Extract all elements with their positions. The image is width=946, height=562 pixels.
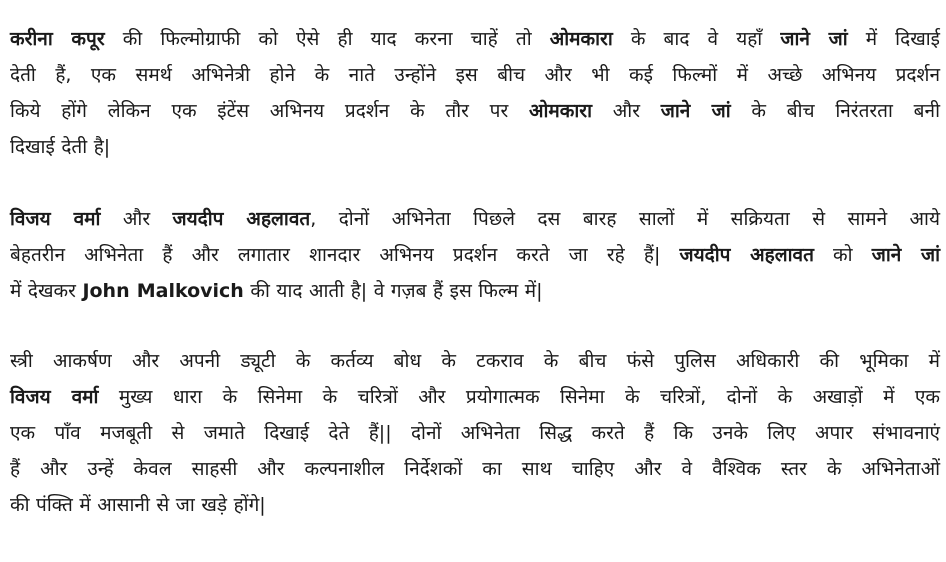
paragraph-kareena xyxy=(10,21,940,165)
text-line xyxy=(10,21,940,57)
actor-name: विजय वर्मा xyxy=(10,386,99,408)
text-line xyxy=(10,93,940,129)
text-run: के बाद वे यहाँ xyxy=(612,28,781,50)
actor-name: करीना कपूर xyxy=(10,28,105,50)
paragraph-vijay-jaideep xyxy=(10,201,940,309)
text-run: के बीच निरंतरता बनी xyxy=(730,100,940,122)
text-line xyxy=(10,201,940,237)
film-title: ओमकारा xyxy=(549,28,613,50)
text-line xyxy=(10,343,940,379)
text-run: और xyxy=(100,208,173,230)
paragraph-conclusion xyxy=(10,343,940,523)
text-run: की पंक्ति में आसानी से जा खड़े होंगे| xyxy=(10,494,266,516)
text-run: दिखाई देती है| xyxy=(10,136,111,158)
text-run: देती हैं, एक समर्थ अभिनेत्री होने के नाते उन्होंने इस बीच और भी कई फिल्मों में अच्छे अभिनय प्रदर्शन xyxy=(10,64,940,86)
film-title: जाने जां xyxy=(780,28,848,50)
text-line xyxy=(10,129,940,165)
film-title: जाने जां xyxy=(871,244,941,266)
text-run: को xyxy=(813,244,872,266)
text-run: स्त्री आकर्षण और अपनी ड्यूटी के कर्तव्य बोध के टकराव के बीच फंसे पुलिस अधिकारी की भूमिका में xyxy=(10,350,940,372)
actor-name: जयदीप अहलावत xyxy=(679,244,814,266)
actor-name: विजय वर्मा xyxy=(10,208,101,230)
film-title: ओमकारा xyxy=(528,100,592,122)
text-run: और xyxy=(592,100,661,122)
text-line xyxy=(10,57,940,93)
text-line xyxy=(10,237,940,273)
text-run: किये होंगे लेकिन एक इंटेंस अभिनय प्रदर्शन के तौर पर xyxy=(10,100,529,122)
text-line xyxy=(10,379,940,415)
text-line xyxy=(10,487,940,523)
text-line xyxy=(10,273,940,309)
text-run: की याद आती है| वे गज़ब हैं इस फिल्म में| xyxy=(243,280,543,302)
text-line xyxy=(10,451,940,487)
text-run: बेहतरीन अभिनेता हैं और लगातार शानदार अभिनय प्रदर्शन करते जा रहे हैं| xyxy=(10,244,680,266)
text-run: की फिल्मोग्राफी को ऐसे ही याद करना चाहें तो xyxy=(104,28,550,50)
film-title: जाने जां xyxy=(660,100,731,122)
text-run: हैं और उन्हें केवल साहसी और कल्पनाशील निर्देशकों का साथ चाहिए और वे वैश्विक स्तर के अभिनेताओं xyxy=(10,458,940,480)
text-run: में दिखाई xyxy=(847,28,940,50)
text-run: , दोनों अभिनेता पिछले दस बारह सालों में सक्रियता से सामने आये xyxy=(310,208,940,230)
text-run: में देखकर xyxy=(10,280,83,302)
actor-name: जयदीप अहलावत xyxy=(172,208,311,230)
text-line xyxy=(10,415,940,451)
actor-name: John Malkovich xyxy=(82,280,244,302)
text-run: मुख्य धारा के सिनेमा के चरित्रों और प्रयोगात्मक सिनेमा के चरित्रों, दोनों के अखाड़ों में एक xyxy=(98,386,940,408)
text-run: एक पाँव मजबूती से जमाते दिखाई देते हैं|| दोनों अभिनेता सिद्ध करते हैं कि उनके लिए अपार संभावनाएं xyxy=(10,422,940,444)
